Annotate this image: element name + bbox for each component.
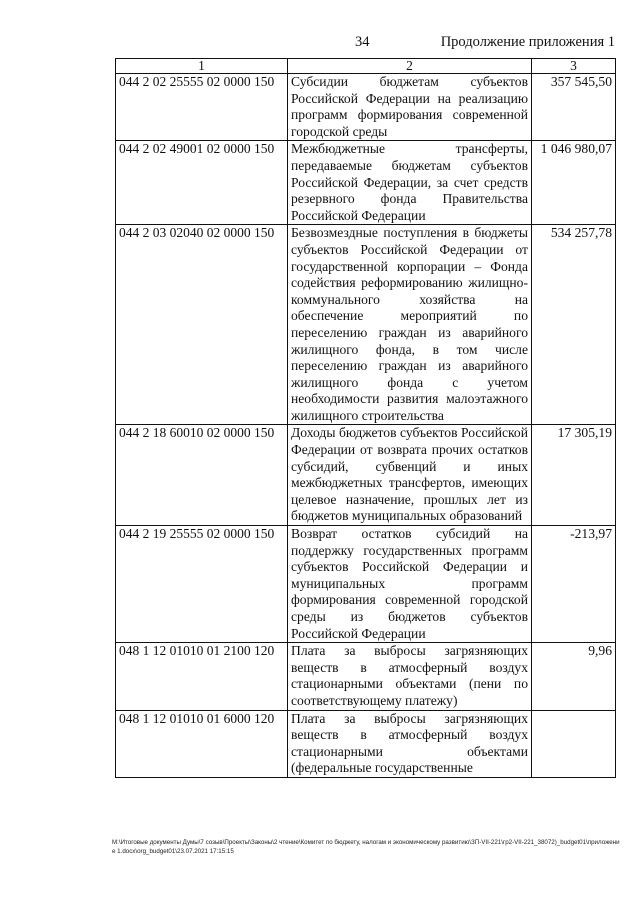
column-number-row (116, 59, 616, 74)
continuation-label: Продолжение приложения 1 (440, 34, 615, 50)
amount: 9,96 (532, 643, 616, 710)
column-number: 1 (116, 59, 288, 74)
column-number: 2 (288, 59, 532, 74)
amount (532, 710, 616, 777)
budget-code: 048 1 12 01010 01 2100 120 (116, 643, 288, 710)
budget-code: 044 2 19 25555 02 0000 150 (116, 526, 288, 643)
amount: -213,97 (532, 526, 616, 643)
budget-code: 048 1 12 01010 01 6000 120 (116, 710, 288, 777)
budget-code: 044 2 18 60010 02 0000 150 (116, 425, 288, 526)
amount: 17 305,19 (532, 425, 616, 526)
amount: 357 545,50 (532, 74, 616, 141)
revenue-name: Возврат остатков субсидий на поддержку государственных программ субъектов Российской Федерации и муниципальных программ формирования современной городской среды из бюджетов субъектов Российской Федерации (288, 526, 532, 643)
column-number: 3 (532, 59, 616, 74)
budget-code: 044 2 02 25555 02 0000 150 (116, 74, 288, 141)
revenue-name: Плата за выбросы загрязняющих веществ в атмосферный воздух стационарными объектами (федеральные государственные (288, 710, 532, 777)
file-path-footer: M:\Итоговые документы Думы\7 созыв\Проекты\Законы\2 чтение\Комитет по бюджету, налогам и экономическому развитию\ЗП-VII-221\гр2-VII-221_38072)_budget01\приложение 1.docx\org_budget01\23.07.2021 17:15:15 (112, 839, 620, 855)
table-row (116, 526, 616, 643)
revenue-name: Межбюджетные трансферты, передаваемые бюджетам субъектов Российской Федерации, за счет средств резервного фонда Правительства Российской Федерации (288, 141, 532, 225)
amount: 534 257,78 (532, 225, 616, 425)
revenue-name: Доходы бюджетов субъектов Российской Федерации от возврата прочих остатков субсидий, субвенций и иных межбюджетных трансфертов, имеющих целевое назначение, прошлых лет из бюджетов муниципальных образований (288, 425, 532, 526)
budget-table (115, 58, 616, 778)
table-row (116, 643, 616, 710)
page-number: 34 (355, 34, 370, 50)
revenue-name: Плата за выбросы загрязняющих веществ в атмосферный воздух стационарными объектами (пени по соответствующему платежу) (288, 643, 532, 710)
revenue-name: Безвозмездные поступления в бюджеты субъектов Российской Федерации от государственной корпорации – Фонда содействия реформированию жилищно-коммунального хозяйства на обеспечение мероприятий по переселению граждан из аварийного жилищного фонда, в том числе переселению граждан из аварийного жилищного фонда с учетом необходимости развития малоэтажного жилищного строительства (288, 225, 532, 425)
table-row (116, 225, 616, 425)
table-row (116, 710, 616, 777)
budget-code: 044 2 03 02040 02 0000 150 (116, 225, 288, 425)
budget-code: 044 2 02 49001 02 0000 150 (116, 141, 288, 225)
table-row (116, 74, 616, 141)
amount: 1 046 980,07 (532, 141, 616, 225)
table-row (116, 141, 616, 225)
page-header (0, 34, 640, 52)
table-row (116, 425, 616, 526)
revenue-name: Субсидии бюджетам субъектов Российской Федерации на реализацию программ формирования современной городской среды (288, 74, 532, 141)
